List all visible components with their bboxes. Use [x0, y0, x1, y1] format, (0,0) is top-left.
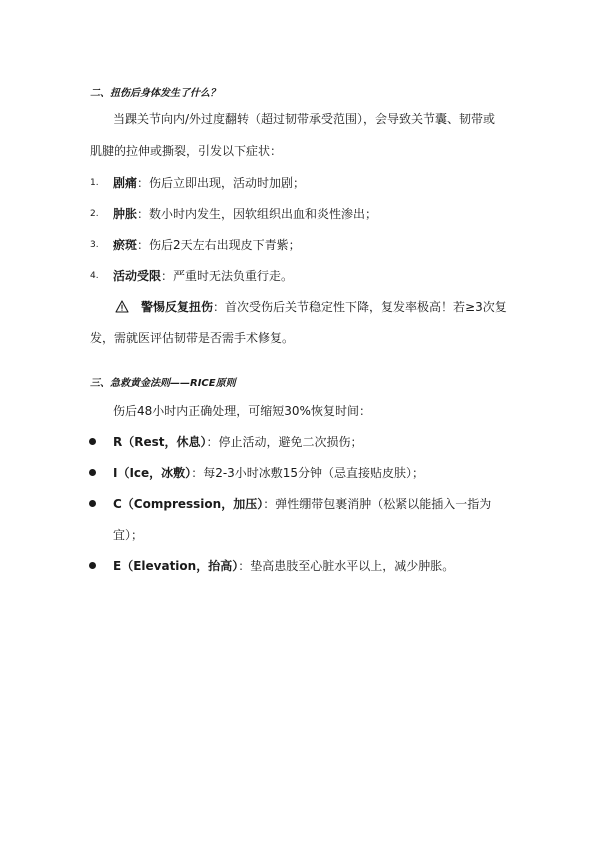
- rule-term: E（Elevation，抬高）: [113, 559, 239, 573]
- warning-triangle-icon: [115, 300, 129, 313]
- symptom-term: 肿胀: [113, 207, 138, 221]
- section-heading-symptoms: 二、扭伤后身体发生了什么？: [90, 88, 220, 99]
- symptom-term: 活动受限: [113, 269, 162, 283]
- rule-term: I（Ice，冰敷）: [113, 466, 192, 480]
- rule-desc: ：每2-3小时冰敷15分钟（忌直接贴皮肤）；: [191, 466, 425, 480]
- list-item: [113, 237, 301, 253]
- rule-term: C（Compression，加压）: [113, 497, 264, 511]
- section-heading-rice: 三、急救黄金法则——RICE原则: [90, 378, 236, 389]
- list-item: [113, 465, 424, 481]
- list-item: [113, 434, 363, 450]
- warning-desc: ：首次受伤后关节稳定性下降，复发率极高！若≥3次复: [213, 300, 507, 314]
- rule-desc: ：弹性绷带包裹消肿（松紧以能插入一指为: [263, 497, 492, 511]
- list-number: 2.: [90, 209, 99, 219]
- rule-desc: ：垫高患肢至心脏水平以上，减少肿胀。: [238, 559, 455, 573]
- rule-desc: ：停止活动，避免二次损伤；: [206, 435, 363, 449]
- bullet-icon: [89, 469, 96, 476]
- bullet-icon: [89, 500, 96, 507]
- bullet-icon: [89, 438, 96, 445]
- intro-paragraph-line1: 当踝关节向内/外过度翻转（超过韧带承受范围），会导致关节囊、韧带或: [113, 112, 496, 126]
- list-item-continuation: 宜）；: [113, 528, 144, 542]
- list-item: [113, 268, 293, 284]
- warning-text-line2: 发，需就医评估韧带是否需手术修复。: [90, 331, 295, 345]
- warning-text-line1: [141, 299, 507, 315]
- symptom-desc: ：伤后2天左右出现皮下青紫；: [137, 238, 301, 252]
- rice-intro: 伤后48小时内正确处理，可缩短30%恢复时间：: [113, 404, 371, 418]
- list-number: 1.: [90, 178, 99, 188]
- symptom-term: 剧痛: [113, 176, 138, 190]
- rule-term: R（Rest，休息）: [113, 435, 207, 449]
- symptom-desc: ：伤后立即出现，活动时加剧；: [137, 176, 306, 190]
- warning-term: 警惕反复扭伤: [141, 300, 214, 314]
- bullet-icon: [89, 562, 96, 569]
- symptom-desc: ：数小时内发生，因软组织出血和炎性渗出；: [137, 207, 378, 221]
- symptom-desc: ：严重时无法负重行走。: [161, 269, 294, 283]
- symptom-term: 瘀斑: [113, 238, 138, 252]
- intro-paragraph-line2: 肌腱的拉伸或撕裂，引发以下症状：: [90, 144, 283, 158]
- list-item: [113, 558, 454, 574]
- list-item: [113, 175, 305, 191]
- list-item: [113, 496, 491, 512]
- list-number: 4.: [90, 271, 99, 281]
- list-number: 3.: [90, 240, 99, 250]
- list-item: [113, 206, 377, 222]
